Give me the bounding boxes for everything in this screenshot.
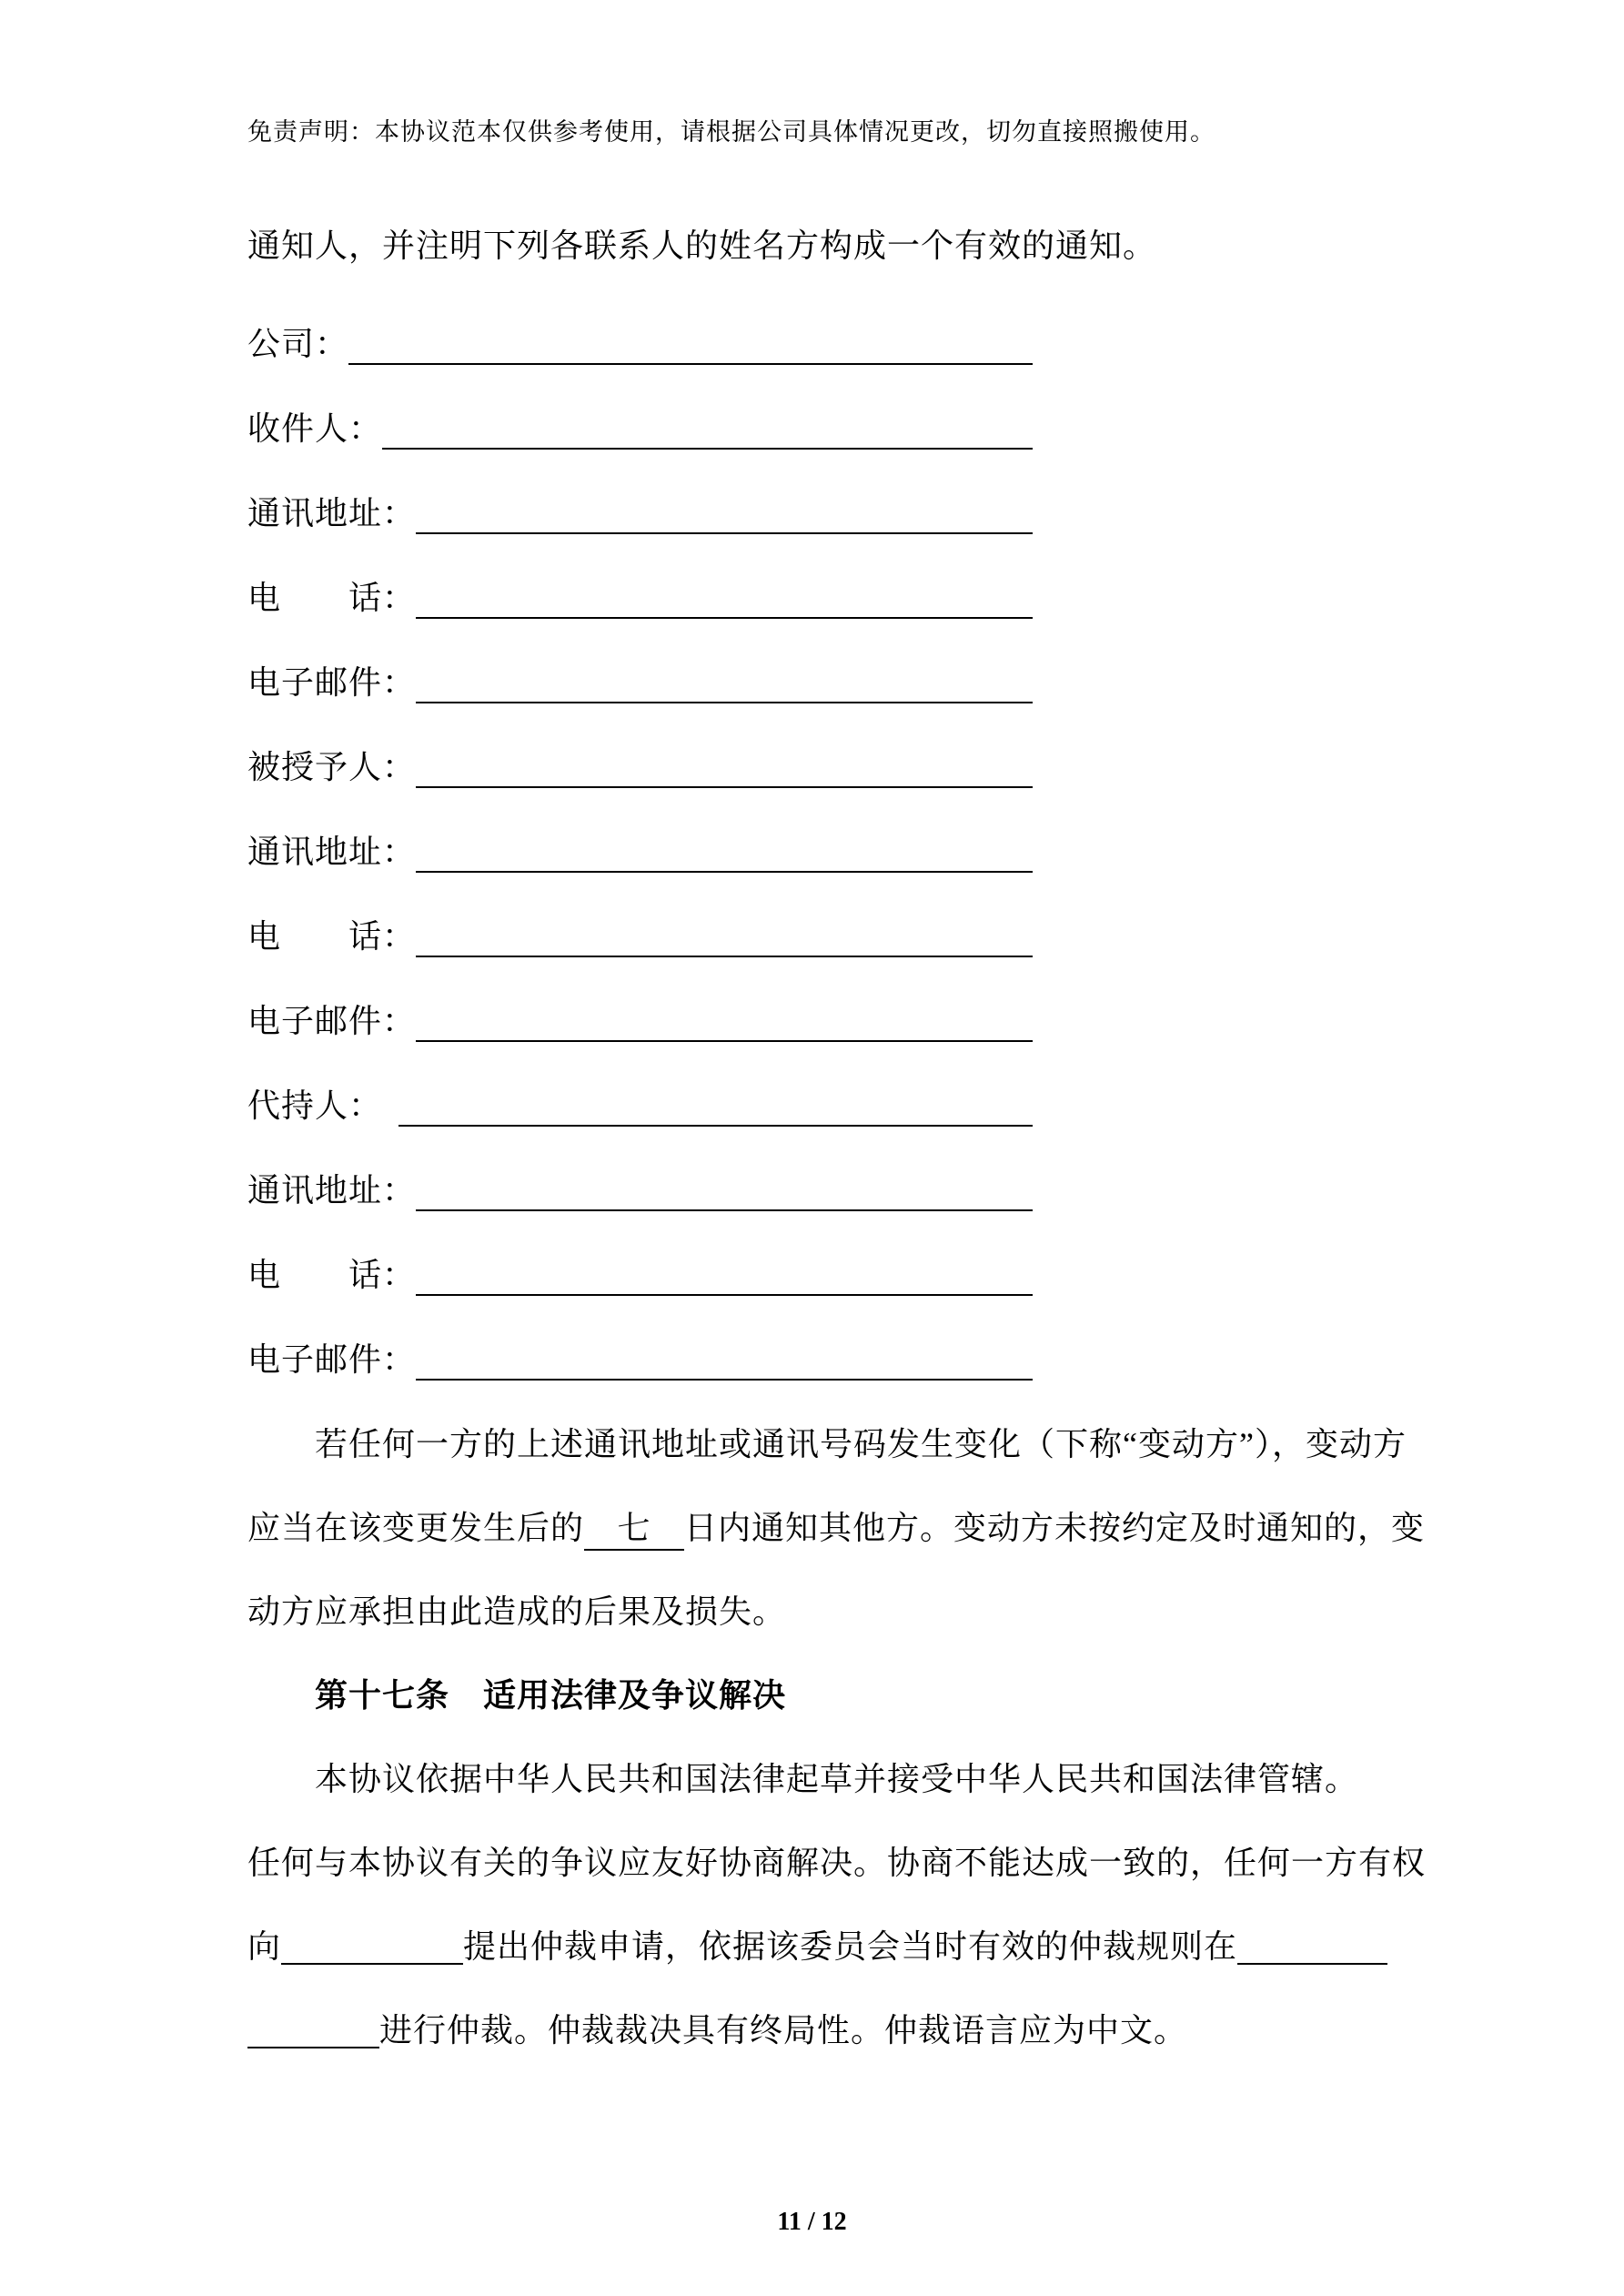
paragraph-text: 日内通知其他方。变动方未按约定及时通知的，变 bbox=[684, 1510, 1426, 1546]
field-label: 电 话： bbox=[247, 1257, 417, 1293]
document-body bbox=[0, 204, 1624, 2072]
fill-in-blank[interactable] bbox=[416, 1294, 1033, 1296]
paragraph-line bbox=[247, 1988, 1377, 2072]
page-number: 11 / 12 bbox=[777, 2208, 847, 2236]
change-notice-paragraph bbox=[247, 1402, 1426, 1654]
fill-in-blank-days[interactable]: 七 bbox=[584, 1507, 684, 1551]
field-label: 收件人： bbox=[247, 410, 383, 447]
paragraph-text: 提出仲裁申请，依据该委员会当时有效的仲裁规则在 bbox=[463, 1928, 1238, 1965]
form-field-row-company bbox=[247, 302, 1033, 387]
paragraph-line: 若任何一方的上述通讯地址或通讯号码发生变化（下称“变动方”），变动方 bbox=[315, 1426, 1407, 1462]
fill-in-blank[interactable] bbox=[398, 1125, 1033, 1127]
fill-in-blank[interactable] bbox=[416, 956, 1033, 957]
fill-in-blank-arbitration-place-2[interactable] bbox=[247, 2038, 379, 2048]
form-field-row-phone-1 bbox=[247, 556, 1033, 641]
field-label: 通讯地址： bbox=[247, 1172, 417, 1209]
field-label: 被授予人： bbox=[247, 749, 417, 785]
field-label: 电子邮件： bbox=[247, 1003, 417, 1039]
intro-line: 通知人，并注明下列各联系人的姓名方构成一个有效的通知。 bbox=[247, 228, 1157, 264]
fill-in-blank[interactable] bbox=[416, 702, 1033, 703]
form-field-row-phone-2 bbox=[247, 895, 1033, 979]
field-label: 电子邮件： bbox=[247, 664, 417, 701]
form-field-row-email-1 bbox=[247, 641, 1033, 725]
fill-in-blank[interactable] bbox=[416, 532, 1033, 534]
fill-in-blank[interactable] bbox=[382, 448, 1033, 450]
field-label: 公司： bbox=[247, 326, 349, 362]
form-field-row-address-3 bbox=[247, 1148, 1033, 1233]
fill-in-blank[interactable] bbox=[416, 1379, 1033, 1381]
field-label: 电 话： bbox=[247, 580, 417, 616]
fill-in-blank-arbitration-place-1[interactable] bbox=[1237, 1954, 1387, 1965]
disclaimer-text: 免责声明：本协议范本仅供参考使用，请根据公司具体情况更改，切勿直接照搬使用。 bbox=[247, 118, 1215, 146]
paragraph-text: 应当在该变更发生后的 bbox=[247, 1510, 585, 1546]
field-label: 通讯地址： bbox=[247, 495, 417, 531]
form-field-row-email-3 bbox=[247, 1318, 1033, 1402]
field-label: 代持人： bbox=[247, 1087, 383, 1124]
form-field-row-email-2 bbox=[247, 979, 1033, 1064]
paragraph-line bbox=[247, 1486, 1426, 1570]
paragraph-text: 进行仲裁。仲裁裁决具有终局性。仲裁语言应为中文。 bbox=[379, 2012, 1188, 2048]
field-label: 电子邮件： bbox=[247, 1341, 417, 1378]
fill-in-blank[interactable] bbox=[416, 786, 1033, 788]
contact-form-rows bbox=[247, 302, 1377, 1402]
fill-in-blank[interactable] bbox=[416, 871, 1033, 873]
governing-law-paragraph bbox=[247, 1737, 1427, 2072]
form-field-row-address-1 bbox=[247, 471, 1033, 556]
paragraph-line: 动方应承担由此造成的后果及损失。 bbox=[247, 1593, 787, 1630]
paragraph-line: 任何与本协议有关的争议应友好协商解决。协商不能达成一致的，任何一方有权 bbox=[247, 1845, 1427, 1881]
fill-in-blank[interactable] bbox=[348, 363, 1033, 365]
fill-in-blank[interactable] bbox=[416, 1209, 1033, 1211]
paragraph-line: 本协议依据中华人民共和国法律起草并接受中华人民共和国法律管辖。 bbox=[315, 1761, 1359, 1797]
form-field-row-recipient bbox=[247, 387, 1033, 471]
form-field-row-address-2 bbox=[247, 810, 1033, 895]
section-heading: 第十七条 适用法律及争议解决 bbox=[315, 1677, 787, 1714]
form-field-row-phone-3 bbox=[247, 1233, 1033, 1318]
paragraph-line bbox=[247, 1905, 1377, 1988]
form-field-row-nominee-holder bbox=[247, 1064, 1033, 1148]
field-label: 通讯地址： bbox=[247, 834, 417, 870]
paragraph-text: 向 bbox=[247, 1928, 282, 1965]
fill-in-blank-arbitration-body[interactable] bbox=[281, 1954, 463, 1965]
fill-in-blank[interactable] bbox=[416, 617, 1033, 619]
field-label: 电 话： bbox=[247, 918, 417, 955]
fill-in-blank[interactable] bbox=[416, 1040, 1033, 1042]
form-field-row-grantee bbox=[247, 725, 1033, 810]
